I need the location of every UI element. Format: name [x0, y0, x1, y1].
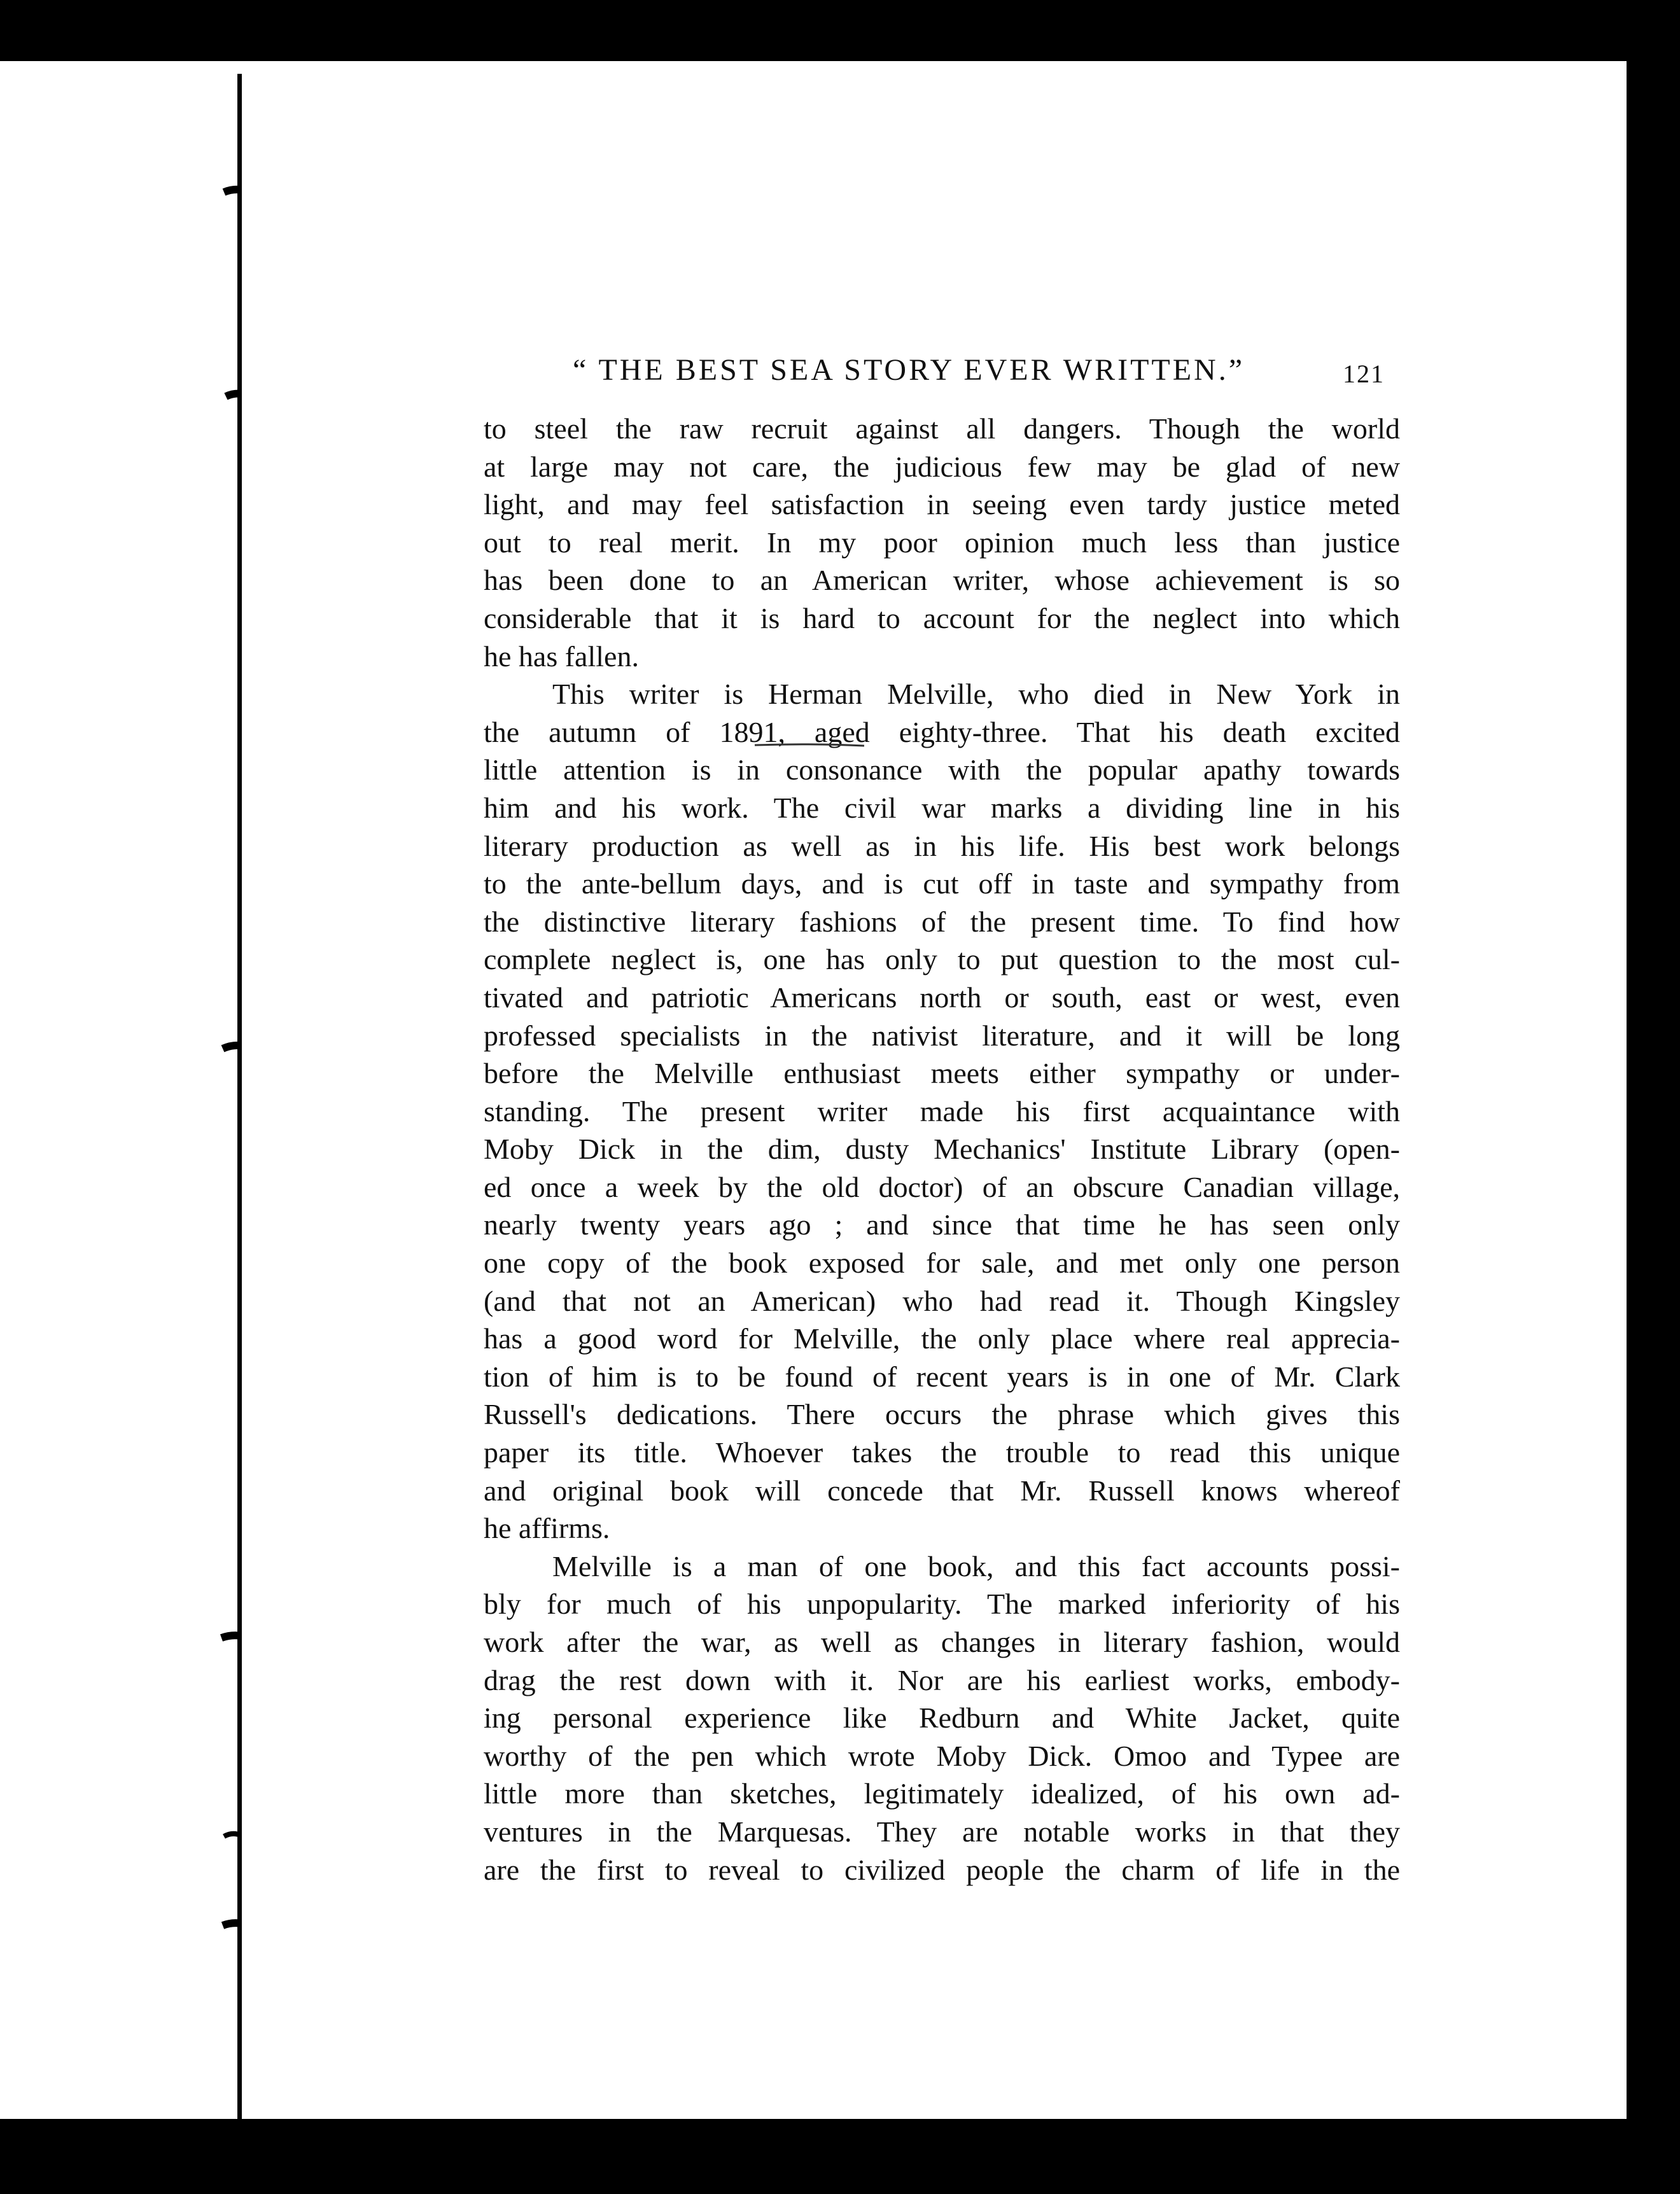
- text-line: he has fallen.: [484, 639, 639, 673]
- text-line: Melville is a man of one book, and this fact accounts possi-: [552, 1549, 1400, 1583]
- text-line: professed specialists in the nativist literature, and it will be long: [484, 1019, 1400, 1052]
- text-line: little attention is in consonance with the popular apathy towards: [484, 753, 1400, 786]
- text-line: tion of him is to be found of recent years is in one of Mr. Clark: [484, 1360, 1400, 1393]
- text-line: literary production as well as in his life. His best work belongs: [484, 829, 1400, 862]
- text-line: tivated and patriotic Americans north or south, east or west, even: [484, 981, 1400, 1014]
- paragraph-2: [484, 675, 1400, 1548]
- text-line: one copy of the book exposed for sale, and met only one person: [484, 1247, 1400, 1280]
- running-head: “ THE BEST SEA STORY EVER WRITTEN.”: [573, 353, 1245, 387]
- text-line: out to real merit. In my poor opinion much less than justice: [484, 526, 1400, 559]
- text-line: This writer is Herman Melville, who died in New York in: [552, 678, 1400, 711]
- text-line: work after the war, as well as changes in literary fashion, would: [484, 1626, 1400, 1658]
- text-line: to the ante-bellum days, and is cut off in taste and sympathy from: [484, 867, 1400, 900]
- text-line: considerable that it is hard to account for the neglect into which: [484, 601, 1400, 634]
- text-line: Moby Dick in the dim, dusty Mechanics' Institute Library (open-: [484, 1133, 1400, 1166]
- text-line: at large may not care, the judicious few may be glad of new: [484, 450, 1400, 483]
- text-line: and original book will concede that Mr. Russell knows whereof: [484, 1474, 1400, 1507]
- text-line: drag the rest down with it. Nor are his earliest works, embody-: [484, 1663, 1400, 1696]
- paragraph-3: [484, 1548, 1400, 1889]
- text-line: worthy of the pen which wrote Moby Dick. Omoo and Typee are: [484, 1739, 1400, 1772]
- binding-thread: [0, 61, 242, 2119]
- text-line: has been done to an American writer, whose achievement is so: [484, 564, 1400, 597]
- text-line: he affirms.: [484, 1512, 610, 1545]
- text-line: ventures in the Marquesas. They are notable works in that they: [484, 1815, 1400, 1848]
- text-line: him and his work. The civil war marks a dividing line in his: [484, 791, 1400, 824]
- text-line: before the Melville enthusiast meets either sympathy or under-: [484, 1057, 1400, 1090]
- text-line: standing. The present writer made his first acquaintance with: [484, 1094, 1400, 1128]
- body-text: [484, 410, 1400, 1889]
- text-line: Russell's dedications. There occurs the phrase which gives this: [484, 1398, 1400, 1431]
- paragraph-1: [484, 410, 1400, 675]
- text-line: (and that not an American) who had read it. Though Kingsley: [484, 1284, 1400, 1317]
- text-line: ing personal experience like Redburn and White Jacket, quite: [484, 1701, 1400, 1735]
- pencil-underline: [753, 742, 865, 747]
- text-line: the autumn of 1891, aged eighty-three. That his death excited: [484, 715, 1400, 748]
- text-line: light, and may feel satisfaction in seeing even tardy justice meted: [484, 488, 1400, 521]
- book-page: [0, 61, 1627, 2119]
- text-line: paper its title. Whoever takes the trouble to read this unique: [484, 1436, 1400, 1469]
- text-line: nearly twenty years ago ; and since that time he has seen only: [484, 1208, 1400, 1241]
- text-line: bly for much of his unpopularity. The marked inferiority of his: [484, 1588, 1400, 1621]
- text-line: complete neglect is, one has only to put question to the most cul-: [484, 943, 1400, 976]
- text-line: to steel the raw recruit against all dangers. Though the world: [484, 412, 1400, 445]
- text-line: little more than sketches, legitimately idealized, of his own ad-: [484, 1777, 1400, 1810]
- page-header: [573, 353, 1419, 410]
- text-line: has a good word for Melville, the only place where real apprecia-: [484, 1322, 1400, 1355]
- text-line: ed once a week by the old doctor) of an obscure Canadian village,: [484, 1170, 1400, 1203]
- page-number: 121: [1343, 360, 1385, 388]
- text-line: the distinctive literary fashions of the present time. To find how: [484, 905, 1400, 938]
- text-line: are the first to reveal to civilized people the charm of life in the: [484, 1853, 1400, 1886]
